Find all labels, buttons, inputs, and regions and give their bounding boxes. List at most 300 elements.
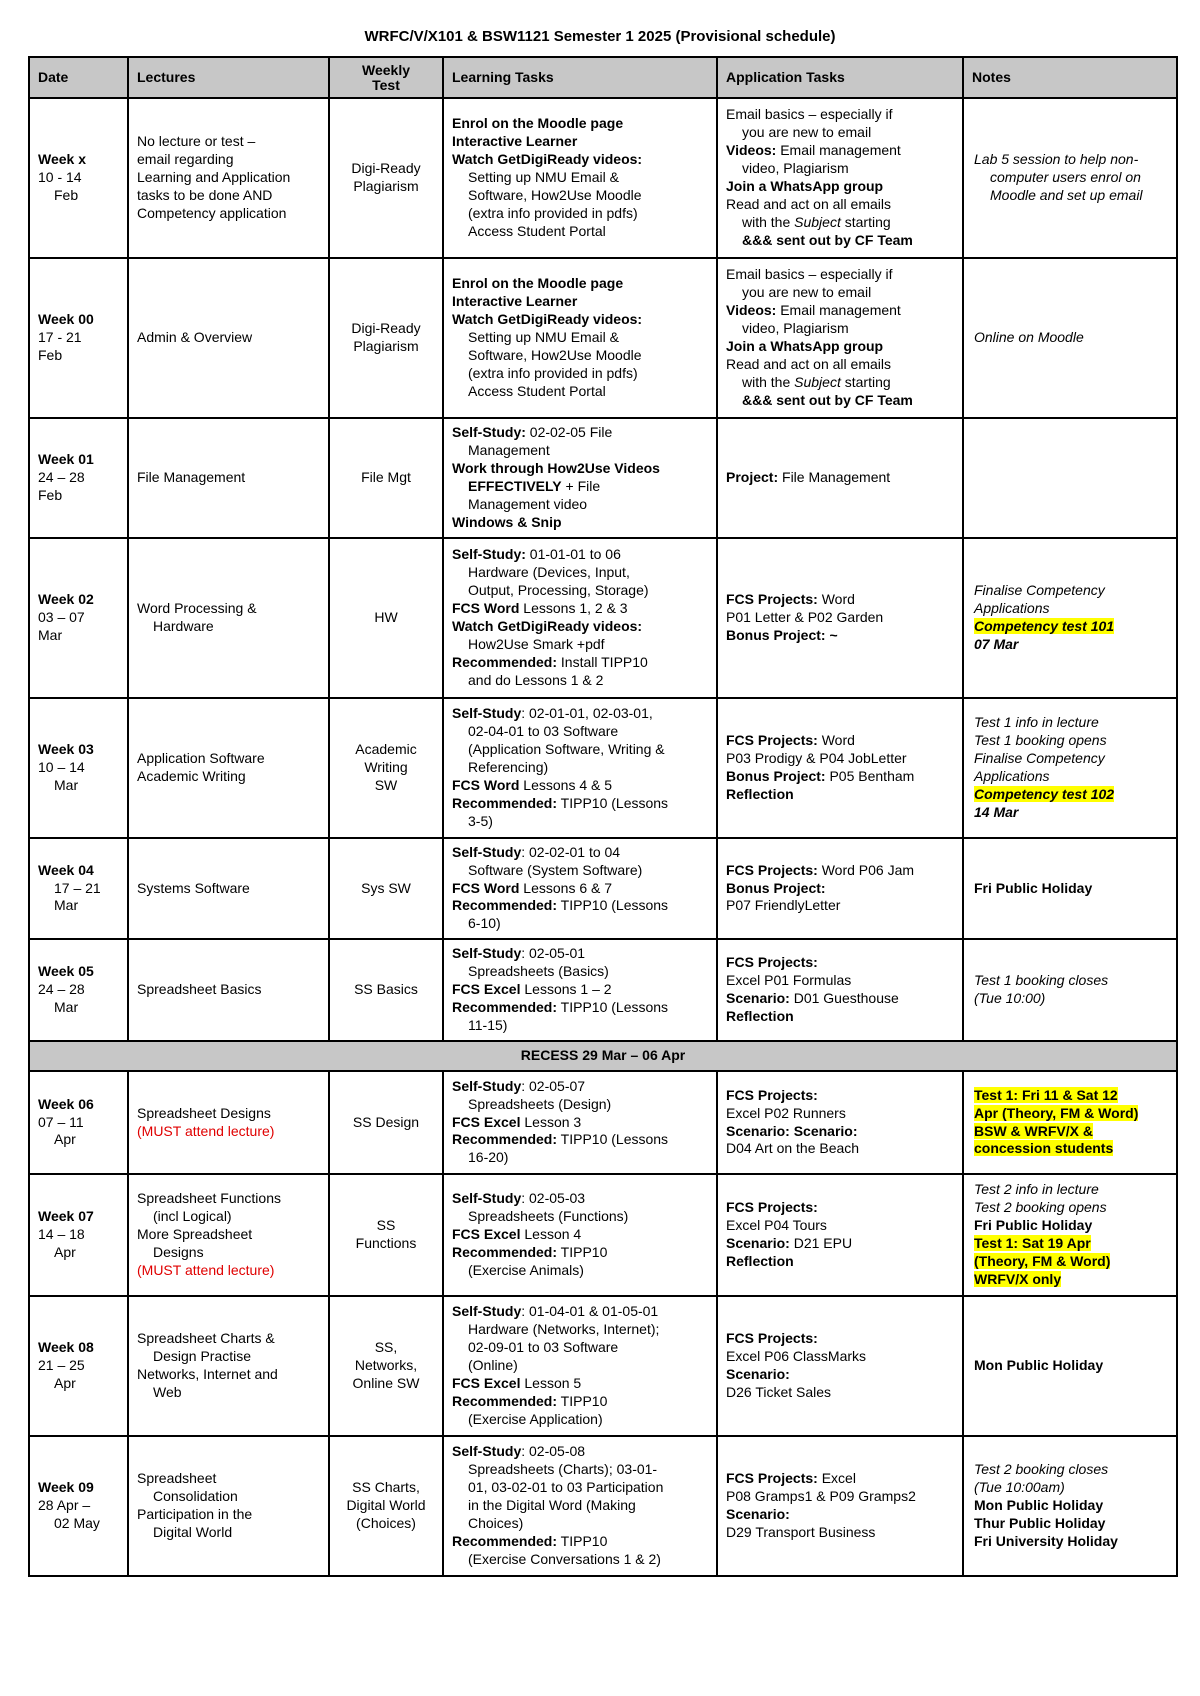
date-line: 17 – 21 (54, 879, 101, 896)
lecture-line: Systems Software (137, 879, 250, 896)
date-line: Apr (54, 1131, 76, 1148)
application-line: &&& sent out by CF Team (742, 391, 913, 408)
week-label: Week 07 (38, 1208, 94, 1225)
notes-cell (963, 98, 1177, 258)
learning-bold: Self-Study (452, 843, 522, 860)
notes-line (974, 1140, 1168, 1158)
learning-cell (443, 939, 717, 1041)
learning-line (452, 1375, 708, 1393)
learning-line: Software (System Software) (468, 861, 643, 878)
week-label: Week 04 (38, 861, 94, 878)
highlight-text: (Theory, FM & Word) (974, 1252, 1111, 1269)
application-line: D26 Ticket Sales (726, 1383, 832, 1400)
lecture-line: More Spreadsheet (137, 1226, 253, 1243)
table-row (29, 98, 1177, 258)
learning-line: Hardware (Devices, Input, (468, 564, 630, 581)
lecture-line: Networks, Internet and (137, 1366, 278, 1382)
learning-text: TIPP10 (Lessons (557, 998, 669, 1015)
learning-line (452, 705, 708, 723)
application-cell (717, 1174, 963, 1296)
date-cell (29, 1436, 128, 1576)
application-line: P08 Gramps1 & P09 Gramps2 (726, 1488, 916, 1505)
learning-line: Referencing) (468, 759, 549, 776)
learning-line: 6-10) (468, 915, 501, 932)
test-line: Academic (355, 741, 417, 758)
date-cell (29, 1174, 128, 1296)
lecture-cell (128, 838, 329, 939)
learning-text: 01-01-01 to 06 (525, 546, 621, 563)
learning-text: TIPP10 (557, 1532, 608, 1549)
learning-line: Software, How2Use Moodle (468, 186, 642, 203)
learning-line: Choices) (468, 1514, 524, 1531)
application-line (726, 591, 954, 609)
lecture-line: Spreadsheet Designs (137, 1104, 271, 1121)
date-line: 24 – 28 (38, 981, 85, 998)
learning-line: Setting up NMU Email & (468, 329, 619, 346)
application-line: P01 Letter & P02 Garden (726, 609, 884, 626)
learning-line (452, 546, 708, 564)
learning-line: 11-15) (468, 1016, 508, 1033)
notes-line: (Tue 10:00) (974, 990, 1046, 1006)
notes-cell (963, 698, 1177, 838)
learning-line (452, 1303, 708, 1321)
learning-line: Software, How2Use Moodle (468, 346, 642, 363)
week-label: Week 01 (38, 451, 94, 468)
application-line: video, Plagiarism (742, 320, 849, 337)
notes-line: Applications (974, 600, 1050, 617)
application-bold: Scenario: (726, 1235, 790, 1251)
week-label: Week 05 (38, 963, 94, 980)
learning-line: 3-5) (468, 812, 493, 829)
learning-bold: Self-Study (452, 705, 522, 722)
notes-line: Thur Public Holiday (974, 1514, 1106, 1531)
schedule-table (28, 56, 1178, 1577)
lecture-line: Spreadsheet (137, 1470, 217, 1487)
application-cell (717, 1436, 963, 1576)
date-line: Mar (38, 626, 63, 643)
learning-line (452, 981, 708, 999)
notes-cell (963, 1436, 1177, 1576)
learning-line: 02-04-01 to 03 Software (468, 723, 619, 740)
learning-line (452, 1533, 708, 1551)
weekly-test-cell (329, 838, 443, 939)
learning-line: Watch GetDigiReady videos: (452, 311, 643, 328)
learning-text: Lesson 3 (520, 1113, 582, 1130)
learning-line: Management video (468, 495, 588, 512)
table-row (29, 1071, 1177, 1174)
lecture-line: (incl Logical) (153, 1208, 232, 1225)
application-italic: Subject (794, 373, 841, 390)
learning-bold: FCS Word (452, 879, 520, 896)
date-cell (29, 538, 128, 698)
application-text: with the (742, 213, 795, 230)
application-line: you are new to email (742, 284, 872, 301)
lecture-line: Design Practise (153, 1348, 252, 1365)
notes-line: 14 Mar (974, 803, 1019, 820)
date-cell (29, 838, 128, 939)
application-text: Excel (817, 1470, 856, 1487)
learning-text: : 02-05-08 (521, 1443, 586, 1460)
notes-cell (963, 1296, 1177, 1436)
application-cell (717, 939, 963, 1041)
application-bold: FCS Projects: (726, 861, 818, 878)
application-line: Excel P06 ClassMarks (726, 1348, 867, 1365)
application-line: video, Plagiarism (742, 160, 849, 177)
table-row (29, 838, 1177, 939)
learning-line (452, 1443, 708, 1461)
learning-line (452, 424, 708, 442)
lecture-line: No lecture or test – (137, 133, 256, 150)
application-bold: FCS Projects: (726, 591, 818, 608)
lecture-line: Hardware (153, 618, 214, 634)
learning-bold: Recommended: (452, 1392, 558, 1409)
test-line: Online SW (352, 1374, 420, 1391)
application-line: Excel P04 Tours (726, 1217, 827, 1234)
lecture-line: email regarding (137, 151, 234, 168)
application-line: Bonus Project: ~ (726, 626, 838, 643)
application-bold: FCS Projects: (726, 732, 818, 749)
learning-line: Access Student Portal (468, 382, 606, 399)
learning-line: Work through How2Use Videos (452, 460, 660, 477)
application-bold: Scenario: (726, 990, 790, 1006)
week-label: Week 09 (38, 1479, 94, 1496)
table-row (29, 1296, 1177, 1436)
application-line: FCS Projects: (726, 1086, 818, 1103)
learning-line (452, 1131, 708, 1149)
notes-line (974, 1235, 1168, 1253)
test-line: HW (374, 609, 398, 626)
learning-line: 02-09-01 to 03 Software (468, 1339, 619, 1356)
header-learning-tasks: Learning Tasks (443, 57, 717, 98)
learning-line: Spreadsheets (Charts); 03-01- (468, 1461, 658, 1478)
learning-text: Lessons 4 & 5 (519, 776, 613, 793)
notes-line: computer users enrol on (990, 169, 1141, 186)
weekly-test-cell (329, 1071, 443, 1174)
learning-cell (443, 1071, 717, 1174)
lecture-line: Learning and Application (137, 169, 291, 186)
learning-line: (extra info provided in pdfs) (468, 204, 638, 221)
header-notes: Notes (963, 57, 1177, 98)
application-line: D04 Art on the Beach (726, 1140, 860, 1157)
learning-line: (Application Software, Writing & (468, 741, 665, 758)
application-cell (717, 98, 963, 258)
learning-line: Windows & Snip (452, 513, 562, 530)
date-line: Feb (38, 346, 63, 363)
learning-text: Lessons 6 & 7 (519, 879, 613, 896)
test-line: SS Charts, (352, 1479, 420, 1496)
application-cell (717, 418, 963, 538)
learning-text: : 02-01-01, 02-03-01, (521, 705, 653, 722)
learning-bold: FCS Word (452, 600, 520, 617)
learning-bold: Self-Study: (452, 424, 526, 441)
learning-line: (Online) (468, 1357, 518, 1374)
learning-text: : 02-05-01 (521, 945, 586, 962)
date-line: 10 - 14 (38, 169, 82, 186)
application-line (726, 1235, 954, 1253)
test-line: SS Design (352, 1113, 420, 1130)
test-line: Sys SW (361, 879, 411, 896)
application-text: starting (840, 213, 891, 230)
date-line: 28 Apr – (38, 1497, 91, 1514)
lecture-line: Competency application (137, 204, 287, 221)
test-line: Digi-Ready (351, 160, 421, 177)
learning-line: Spreadsheets (Design) (468, 1095, 612, 1112)
learning-bold: FCS Excel (452, 1226, 521, 1243)
header-row (29, 57, 1177, 98)
weekly-test-cell (329, 418, 443, 538)
lecture-cell (128, 1071, 329, 1174)
lecture-line: Spreadsheet Charts & (137, 1330, 275, 1347)
header-date: Date (29, 57, 128, 98)
page-title: WRFC/V/X101 & BSW1121 Semester 1 2025 (Provisional schedule) (364, 28, 836, 45)
learning-cell (443, 1436, 717, 1576)
notes-line (974, 1123, 1168, 1141)
notes-line: Test 2 booking closes (974, 1461, 1109, 1478)
notes-line: Fri Public Holiday (974, 879, 1093, 896)
learning-text: 02-02-05 File (525, 424, 613, 441)
learning-text: : 01-04-01 & 01-05-01 (521, 1303, 659, 1320)
application-line: Reflection (726, 1252, 794, 1269)
header-application-tasks: Application Tasks (717, 57, 963, 98)
learning-bold: FCS Excel (452, 981, 521, 998)
table-row (29, 418, 1177, 538)
notes-line: Finalise Competency (974, 750, 1105, 767)
application-line (726, 990, 954, 1008)
learning-cell (443, 258, 717, 418)
learning-cell (443, 838, 717, 939)
weekly-test-cell (329, 1436, 443, 1576)
learning-line (452, 795, 708, 813)
lecture-cell (128, 1296, 329, 1436)
highlight-text: Competency test 101 (974, 618, 1115, 634)
lecture-line: (MUST attend lecture) (137, 1122, 275, 1139)
learning-text: + File (561, 478, 601, 494)
week-label: Week x (38, 151, 86, 168)
date-line: Apr (54, 1374, 76, 1391)
header-weekly-test (329, 57, 443, 98)
application-text: Email management (776, 142, 901, 159)
date-line: 24 – 28 (38, 469, 85, 486)
learning-text: : 02-05-03 (521, 1190, 586, 1207)
test-line: SS, (374, 1339, 398, 1356)
learning-line (452, 1190, 708, 1208)
weekly-test-cell (329, 698, 443, 838)
application-line (726, 1470, 954, 1488)
learning-text: Lessons 1 – 2 (520, 981, 612, 998)
learning-bold: Self-Study (452, 1077, 522, 1094)
application-bold: Project: (726, 469, 779, 486)
notes-line: 07 Mar (974, 635, 1019, 652)
notes-line: Mon Public Holiday (974, 1357, 1104, 1374)
learning-text: TIPP10 (Lessons (557, 897, 669, 914)
lecture-line: Designs (153, 1243, 204, 1260)
notes-cell (963, 418, 1177, 538)
application-text: Word P06 Jam (817, 861, 915, 878)
learning-line: Access Student Portal (468, 222, 606, 239)
date-cell (29, 698, 128, 838)
learning-text: Lessons 1, 2 & 3 (519, 600, 628, 617)
learning-cell (443, 538, 717, 698)
week-label: Week 00 (38, 311, 94, 328)
learning-line: in the Digital Word (Making (468, 1497, 636, 1514)
learning-line (452, 1114, 708, 1132)
application-line: Excel P01 Formulas (726, 972, 852, 989)
application-line: P03 Prodigy & P04 JobLetter (726, 750, 907, 767)
highlight-text: Test 1: Sat 19 Apr (974, 1235, 1091, 1251)
weekly-test-cell (329, 98, 443, 258)
application-bold: FCS Projects: (726, 1470, 818, 1487)
application-line: D29 Transport Business (726, 1523, 876, 1540)
learning-text: TIPP10 (Lessons (557, 1131, 669, 1148)
highlight-text: Apr (Theory, FM & Word) (974, 1104, 1139, 1121)
application-bold: Videos: (726, 142, 777, 159)
table-row (29, 538, 1177, 698)
learning-bold: Recommended: (452, 1131, 558, 1148)
learning-bold: Recommended: (452, 1243, 558, 1260)
table-row (29, 698, 1177, 838)
date-line: 21 – 25 (38, 1357, 85, 1374)
week-label: Week 03 (38, 741, 94, 758)
lecture-line: Consolidation (153, 1488, 238, 1505)
application-line (726, 862, 954, 880)
date-line: Mar (54, 776, 79, 793)
notes-cell (963, 838, 1177, 939)
application-line: Reflection (726, 785, 794, 802)
highlight-text: BSW & WRFV/X & (974, 1122, 1093, 1139)
test-line: Digital World (346, 1497, 426, 1514)
highlight-text: concession students (974, 1140, 1114, 1157)
header-weekly-test-line: Test (372, 76, 400, 93)
date-line: Mar (54, 998, 79, 1015)
application-cell (717, 538, 963, 698)
notes-line: Moodle and set up email (990, 186, 1143, 203)
weekly-test-cell (329, 939, 443, 1041)
date-line: Mar (54, 897, 79, 914)
notes-line: Lab 5 session to help non- (974, 151, 1139, 168)
test-line: SS Basics (354, 981, 418, 998)
learning-line (452, 945, 708, 963)
notes-cell (963, 1071, 1177, 1174)
application-text: Word (817, 732, 855, 749)
learning-bold: Recommended: (452, 794, 558, 811)
notes-line: (Tue 10:00am) (974, 1479, 1065, 1496)
learning-text: Lesson 4 (520, 1226, 582, 1243)
application-text: starting (840, 373, 891, 390)
lecture-cell (128, 538, 329, 698)
learning-bold: Recommended: (452, 998, 558, 1015)
learning-line: Setting up NMU Email & (468, 169, 619, 186)
notes-line: Fri University Holiday (974, 1532, 1118, 1549)
lecture-cell (128, 418, 329, 538)
learning-cell (443, 1174, 717, 1296)
application-text: D01 Guesthouse (789, 990, 899, 1006)
date-cell (29, 258, 128, 418)
application-cell (717, 258, 963, 418)
lecture-cell (128, 1174, 329, 1296)
lecture-line: Word Processing & (137, 600, 257, 617)
notes-cell (963, 939, 1177, 1041)
learning-cell (443, 418, 717, 538)
learning-cell (443, 698, 717, 838)
lecture-line: Admin & Overview (137, 329, 253, 346)
week-label: Week 08 (38, 1339, 94, 1356)
application-line (726, 732, 954, 750)
learning-line: Interactive Learner (452, 293, 578, 310)
learning-line: Watch GetDigiReady videos: (452, 151, 643, 168)
header-weekly-test-line: Weekly (362, 61, 410, 78)
notes-line: Fri Public Holiday (974, 1217, 1093, 1234)
application-text: with the (742, 373, 795, 390)
weekly-test-cell (329, 538, 443, 698)
learning-text: : 02-05-07 (521, 1077, 586, 1094)
learning-text: Install TIPP10 (557, 653, 648, 670)
test-line: Functions (355, 1235, 417, 1251)
lecture-line: tasks to be done AND (137, 186, 273, 203)
notes-line: Test 1 info in lecture (974, 714, 1099, 731)
application-line (726, 214, 954, 232)
application-text: D21 EPU (789, 1235, 853, 1251)
learning-line: Enrol on the Moodle page (452, 275, 624, 292)
learning-cell (443, 1296, 717, 1436)
application-line: P07 FriendlyLetter (726, 897, 841, 914)
date-line: 17 - 21 (38, 329, 82, 346)
application-line: Read and act on all emails (726, 195, 891, 212)
test-line: Networks, (354, 1357, 418, 1374)
application-line (726, 469, 954, 487)
application-line: Bonus Project: (726, 879, 826, 896)
learning-line: Enrol on the Moodle page (452, 115, 624, 132)
date-cell (29, 1071, 128, 1174)
lecture-line: Spreadsheet Functions (137, 1190, 281, 1207)
lecture-line: Digital World (153, 1523, 233, 1540)
application-line: Email basics – especially if (726, 106, 893, 123)
learning-line (452, 897, 708, 915)
weekly-test-cell (329, 1296, 443, 1436)
learning-line: Management (468, 442, 550, 459)
application-cell (717, 838, 963, 939)
learning-line: How2Use Smark +pdf (468, 635, 605, 652)
application-text: Email management (776, 302, 901, 319)
test-line: SW (374, 776, 398, 793)
application-bold: Bonus Project: (726, 768, 826, 784)
application-text: Word (817, 591, 855, 608)
application-text: File Management (778, 469, 891, 486)
application-line: Scenario: Scenario: (726, 1122, 858, 1139)
learning-line (452, 1226, 708, 1244)
learning-text: TIPP10 (557, 1243, 608, 1260)
learning-line: (extra info provided in pdfs) (468, 364, 638, 381)
learning-bold: Self-Study (452, 1190, 522, 1207)
notes-line (974, 1105, 1168, 1123)
learning-line (452, 1393, 708, 1411)
notes-line: Finalise Competency (974, 582, 1105, 599)
date-line: 02 May (54, 1514, 100, 1531)
learning-line: 01, 03-02-01 to 03 Participation (468, 1479, 664, 1496)
learning-line: 16-20) (468, 1149, 509, 1166)
learning-text: TIPP10 (Lessons (557, 794, 669, 811)
test-line: (Choices) (356, 1514, 416, 1531)
notes-line (974, 1271, 1168, 1289)
learning-line (452, 777, 708, 795)
application-line: you are new to email (742, 124, 872, 141)
notes-line (974, 1087, 1168, 1105)
test-line: Writing (364, 759, 408, 776)
learning-text: Lesson 5 (520, 1374, 582, 1391)
table-row (29, 939, 1177, 1041)
notes-cell (963, 1174, 1177, 1296)
lecture-cell (128, 939, 329, 1041)
highlight-text: WRFV/X only (974, 1270, 1062, 1287)
